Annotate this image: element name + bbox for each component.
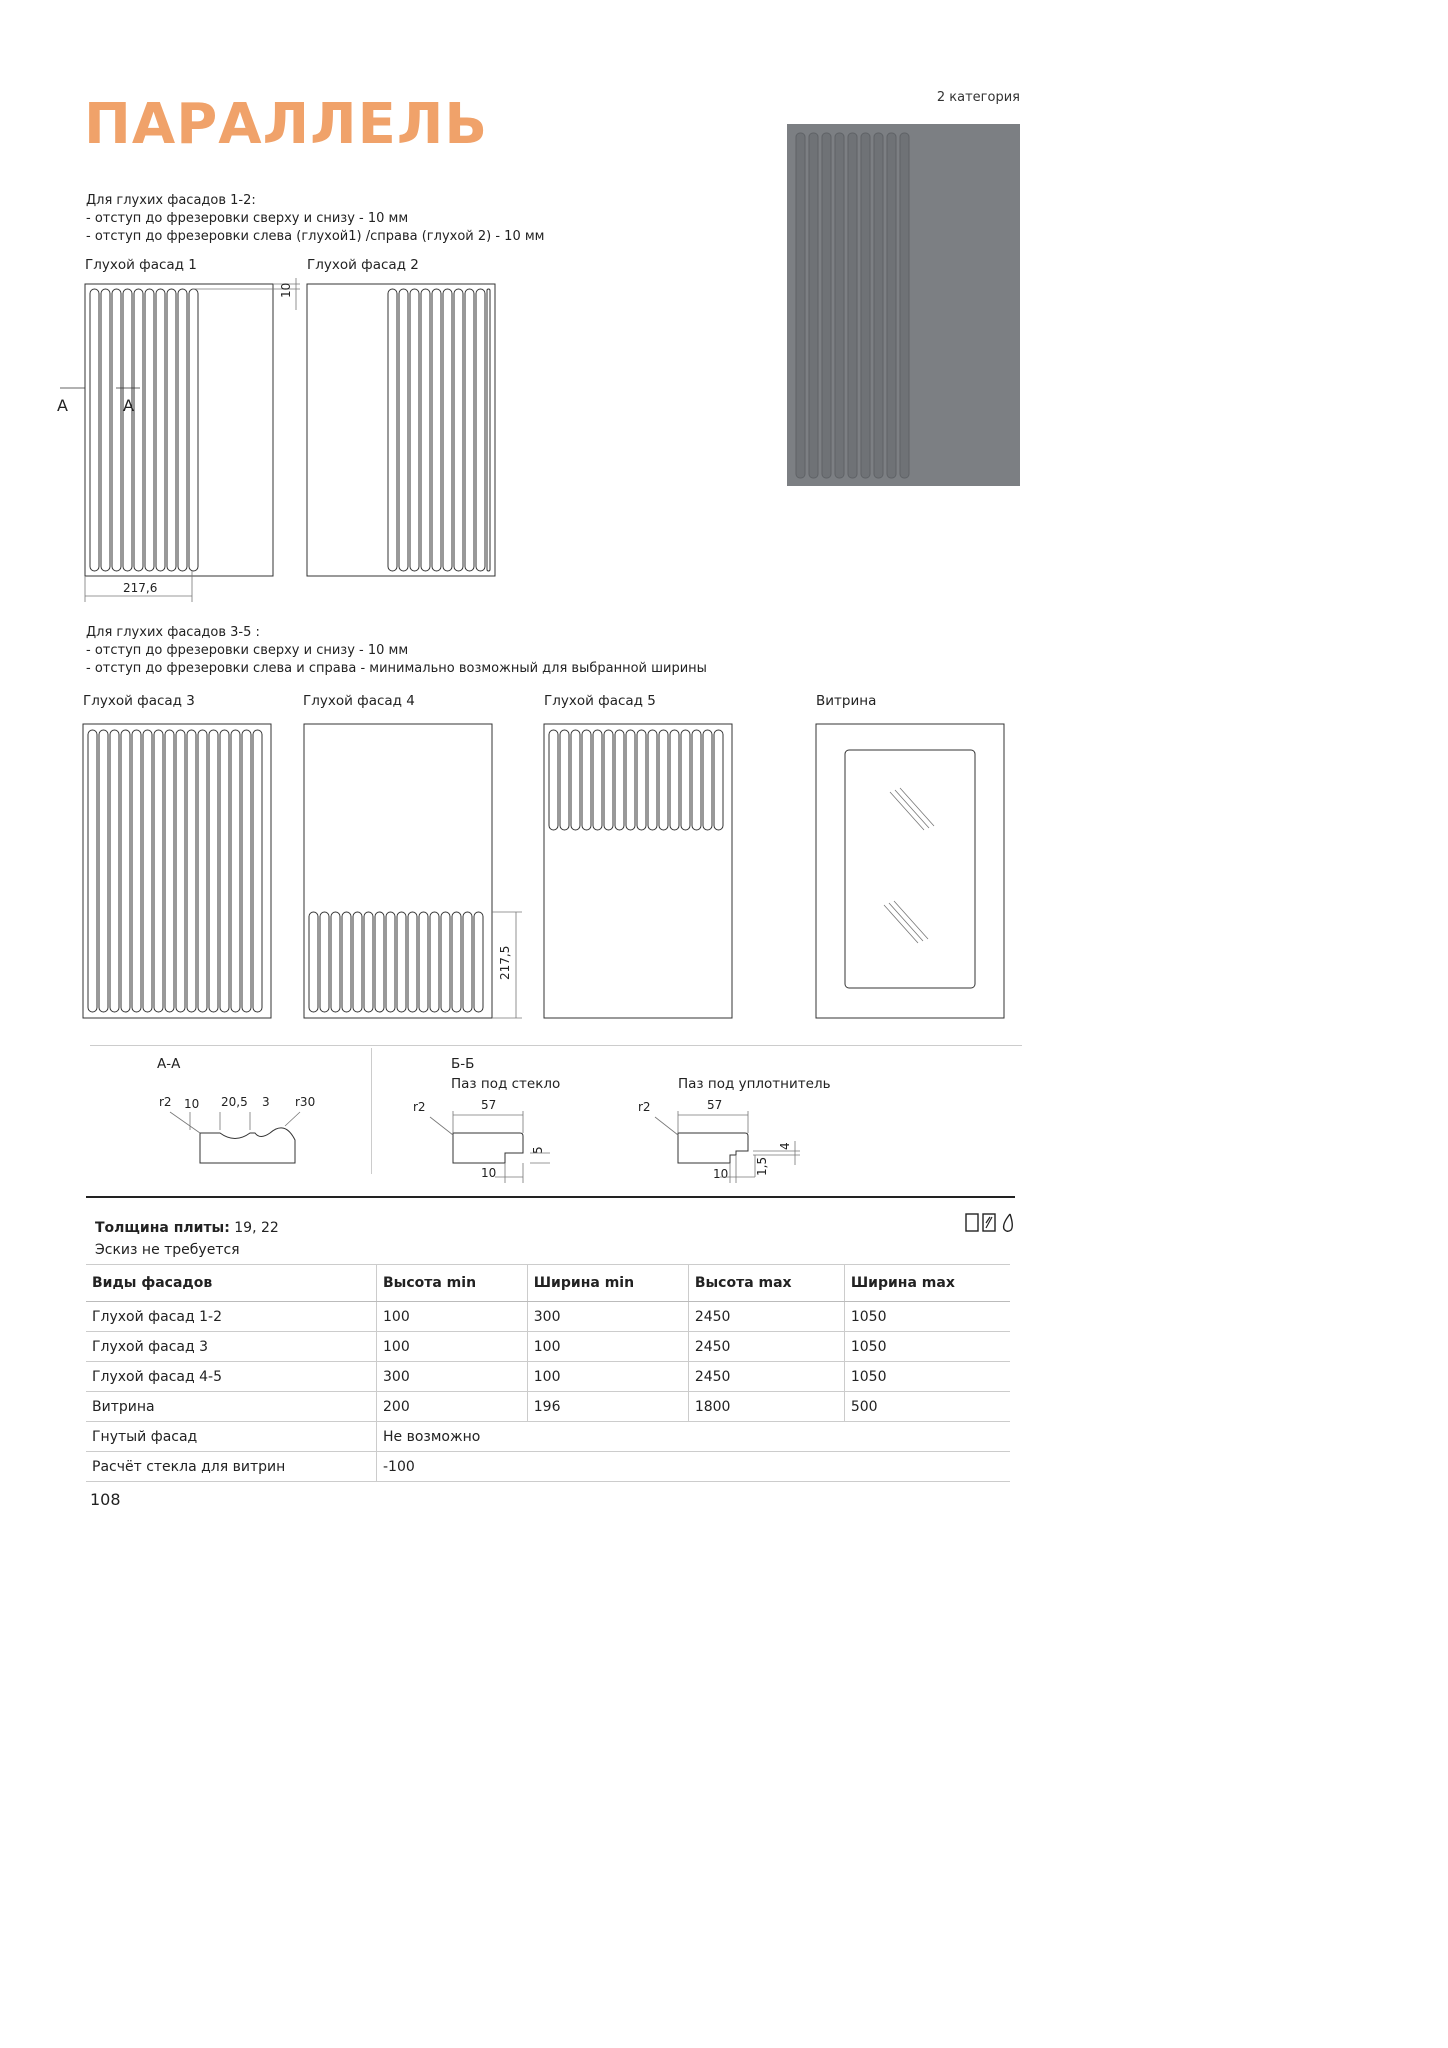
seal-15: 1,5	[755, 1156, 769, 1176]
glass-groove-label: Паз под стекло	[451, 1076, 561, 1092]
facade-limits-table	[86, 1264, 1010, 1482]
glass-r2: r2	[413, 1100, 426, 1114]
cell: 1050	[844, 1302, 1010, 1332]
seal-groove-drawing	[635, 1105, 810, 1185]
facade3-drawing	[80, 720, 280, 1025]
section1-rule2: - отступ до фрезеровки слева (глухой1) /справа (глухой 2) - 10 мм	[86, 229, 545, 244]
facade5-drawing	[540, 720, 740, 1025]
cell: 1800	[688, 1392, 844, 1422]
thickness-value: 19, 22	[229, 1220, 279, 1236]
seal-4: 4	[778, 1142, 792, 1150]
facade4-caption: Глухой фасад 4	[303, 693, 415, 709]
texture-icon	[983, 1214, 995, 1231]
header-facade-type: Виды фасадов	[86, 1265, 377, 1302]
header-width-max: Ширина max	[844, 1265, 1010, 1302]
profiles-divider	[371, 1048, 372, 1174]
page-title: ПАРАЛЛЕЛЬ	[84, 92, 489, 157]
cell: 1050	[844, 1362, 1010, 1392]
table-header-row	[86, 1265, 1010, 1302]
facade5-caption: Глухой фасад 5	[544, 693, 656, 709]
specs-rule	[86, 1196, 1015, 1198]
section2-rule2: - отступ до фрезеровки слева и справа - минимально возможный для выбранной ширины	[86, 661, 707, 676]
panel-icon	[966, 1214, 978, 1231]
seal-57: 57	[707, 1098, 723, 1112]
facade1-caption: Глухой фасад 1	[85, 257, 197, 273]
product-photo	[787, 124, 1020, 486]
feature-icons	[964, 1212, 1020, 1234]
seal-r2: r2	[638, 1100, 651, 1114]
section1-rule1: - отступ до фрезеровки сверху и снизу - 10 мм	[86, 211, 409, 226]
cell: Глухой фасад 1-2	[86, 1302, 377, 1332]
section2-rule1: - отступ до фрезеровки сверху и снизу - 10 мм	[86, 643, 409, 658]
aa-3: 3	[262, 1095, 270, 1109]
page-number: 108	[90, 1490, 121, 1509]
table-row	[86, 1302, 1010, 1332]
thickness-line	[95, 1217, 279, 1239]
cell: 200	[377, 1392, 528, 1422]
aa-profile-drawing	[150, 1100, 330, 1170]
aa-10: 10	[184, 1097, 200, 1111]
cell: 196	[527, 1392, 688, 1422]
cell: 2450	[688, 1332, 844, 1362]
section1-notes	[86, 192, 544, 246]
cell: Глухой фасад 4-5	[86, 1362, 377, 1392]
facade1-drawing	[50, 270, 310, 610]
bent-facade-label: Гнутый фасад	[86, 1422, 377, 1452]
facade4-height-dim: 217,5	[498, 945, 512, 980]
seal-groove-label: Паз под уплотнитель	[678, 1076, 831, 1092]
section-mark-left: A	[57, 396, 68, 415]
facade1-width-dim: 217,6	[123, 581, 158, 595]
cell: 2450	[688, 1302, 844, 1332]
cell: Глухой фасад 3	[86, 1332, 377, 1362]
seal-10: 10	[713, 1167, 729, 1181]
table-row	[86, 1452, 1010, 1482]
facade2-caption: Глухой фасад 2	[307, 257, 419, 273]
facade3-caption: Глухой фасад 3	[83, 693, 195, 709]
header-height-min: Высота min	[377, 1265, 528, 1302]
vitrina-drawing	[812, 720, 1012, 1025]
bent-facade-value: Не возможно	[377, 1422, 1011, 1452]
category-label: 2 категория	[936, 90, 1020, 105]
cell: 100	[377, 1332, 528, 1362]
section2-intro: Для глухих фасадов 3-5 :	[86, 625, 260, 640]
cell: Витрина	[86, 1392, 377, 1422]
cell: 500	[844, 1392, 1010, 1422]
facade1-top-dim: 10	[279, 282, 293, 298]
section-mark-right: A	[123, 396, 134, 415]
cell: 2450	[688, 1362, 844, 1392]
drop-icon	[1004, 1214, 1013, 1231]
product-photo-grooves	[787, 124, 1020, 486]
specs-block	[95, 1217, 279, 1261]
table-row	[86, 1332, 1010, 1362]
aa-r2: r2	[159, 1095, 172, 1109]
header-width-min: Ширина min	[527, 1265, 688, 1302]
aa-title: А-А	[157, 1056, 181, 1072]
glass-calc-value: -100	[377, 1452, 1011, 1482]
facade4-drawing	[300, 720, 530, 1025]
glass-10: 10	[481, 1166, 497, 1180]
bb-title: Б-Б	[451, 1056, 475, 1072]
cell: 100	[377, 1302, 528, 1332]
cell: 100	[527, 1332, 688, 1362]
facade2-drawing	[300, 280, 505, 585]
cell: 1050	[844, 1332, 1010, 1362]
header-height-max: Высота max	[688, 1265, 844, 1302]
cell: 100	[527, 1362, 688, 1392]
section1-intro: Для глухих фасадов 1-2:	[86, 193, 256, 208]
table-row	[86, 1422, 1010, 1452]
cell: 300	[527, 1302, 688, 1332]
aa-205: 20,5	[221, 1095, 248, 1109]
sketch-note: Эскиз не требуется	[95, 1242, 240, 1258]
profiles-separator	[90, 1045, 1022, 1046]
table-row	[86, 1392, 1010, 1422]
aa-r30: r30	[295, 1095, 316, 1109]
table-row	[86, 1362, 1010, 1392]
thickness-label: Толщина плиты:	[95, 1220, 230, 1236]
cell: 300	[377, 1362, 528, 1392]
section2-notes	[86, 624, 707, 678]
glass-5: 5	[531, 1146, 545, 1154]
glass-57: 57	[481, 1098, 497, 1112]
glass-groove-drawing	[410, 1105, 560, 1185]
vitrina-caption: Витрина	[816, 693, 877, 709]
glass-calc-label: Расчёт стекла для витрин	[86, 1452, 377, 1482]
